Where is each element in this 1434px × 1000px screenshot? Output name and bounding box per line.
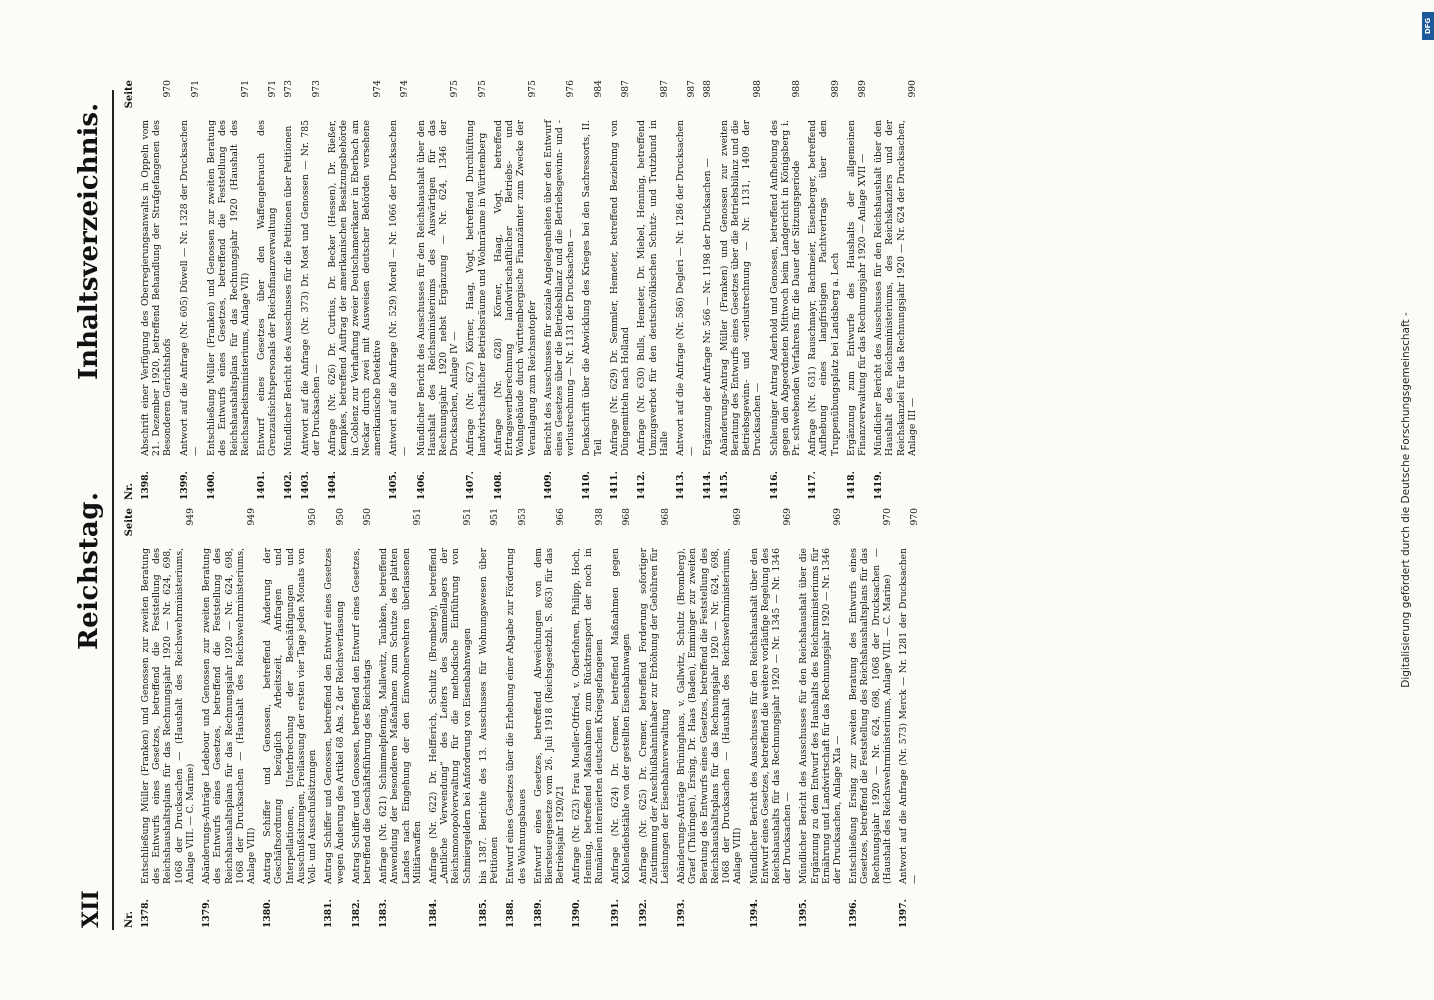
entry-title: Anfrage (Nr. 623) Frau Mueller-Otfried, v. Oberfohren, Philipp, Hoch, Henning, betreffend Maßnahmen zum Rücktransport der noch in Rumänien internierten deutschen Kriegsgefangenen [571, 548, 605, 884]
entry-number: 1401. [255, 471, 267, 500]
dfg-logo: DFG [1422, 12, 1434, 40]
entry-title: Abänderungs-Anträge Brüninghaus, v. Gallwitz, Schultz (Bromberg), Graef (Thüringen), Ersing, Dr. Haas (Baden), Emminger zur zweiten Beratung des Entwurfs eines Gesetzes, betreffend die Feststellung des Reichshaushaltsplans für das Rechnungsjahr 1920 — Nr. 624, 698, 1068 der Drucksachen — (Haushalt des Reichswehrministeriums, Anlage VIII) [676, 548, 744, 884]
entry-title: Schleuniger Antrag Aderhold und Genossen, betreffend Aufhebung des gegen den Abgeordneten Mittwoch beim Landgericht in Königsberg i. Pr. schwebenden Verfahrens für die Dauer der Sitzungsperiode [768, 120, 802, 456]
entry-page-number: 949 [184, 508, 196, 526]
entry-page-number: 938 [593, 508, 605, 526]
entry-page-number: 950 [307, 508, 319, 526]
entry-page-number: 989 [857, 80, 869, 98]
entry-page-number: 988 [752, 80, 764, 98]
entry-title: Anfrage (Nr. 630) Bulls, Hemeter, Dr. Miebel, Henning, betreffend Umzugsverbot für den deutschvölkischen Schutz- und Trutzbund in Halle [636, 120, 670, 456]
toc-entry [378, 508, 423, 928]
toc-entry [327, 80, 383, 500]
entry-number: 1394. [748, 899, 760, 928]
toc-entry [493, 80, 538, 500]
digitization-note: Digitalisierung gefördert durch die Deutsche Forschungsgemeinschaft - [1400, 312, 1412, 688]
toc-entry [428, 508, 473, 928]
entry-number: 1400. [206, 471, 218, 500]
entry-title: Antwort auf die Anfrage (Nr. 605) Düwell — Nr. 1328 der Drucksachen — [178, 120, 201, 456]
entry-title: Abschrift einer Verfügung des Oberregierungsanwalts in Oppeln vom 21. Dezember 1920, betreffend Behandlung der Strafgefangenen des Besonderen Gerichtshofs [140, 120, 174, 456]
entry-number: 1410. [581, 471, 593, 500]
toc-entry [848, 508, 893, 928]
toc-entry [283, 80, 294, 500]
toc-entry [478, 508, 500, 928]
toc-entry [206, 80, 251, 500]
entry-page-number: 990 [906, 80, 918, 98]
entry-title: Entschließung Müller (Franken) und Genossen zur zweiten Beratung des Entwurfs eines Gesetzes, betreffend die Feststellung des Reichshaushaltsplans für das Rechnungsjahr 1920 — Nr. 624, 698, 1068 der Drucksachen — (Haushalt des Reichswehrministeriums, Anlage VIII. — C. Marine) [140, 548, 196, 884]
entry-title: Entwurf eines Gesetzes, betreffend Abweichungen von dem Biersteuergesetze vom 26. Juli 1918 (Reichsgesetzbl. S. 863) für das Betriebsjahr 1920/21 [532, 548, 567, 884]
entry-title: Ergänzung der Anfrage Nr. 566 — Nr. 1198 der Drucksachen — [702, 158, 714, 456]
header-rule [112, 90, 114, 930]
entry-number: 1393. [676, 899, 688, 928]
entry-page-number: 949 [245, 508, 257, 526]
entry-title: Bericht des Ausschusses für soziale Angelegenheiten über den Entwurf eines Gesetzes über die Betriebsbilanz und die Betriebsgewinn- und -verlustrechnung — Nr. 1131 der Drucksachen — [542, 120, 577, 456]
entry-number: 1384. [428, 899, 440, 928]
entry-page-number: 975 [449, 80, 461, 98]
entry-number: 1389. [532, 899, 544, 928]
entry-page-number: 970 [162, 80, 174, 98]
entry-number: 1414. [702, 471, 714, 500]
entry-title: Mündlicher Bericht des Ausschusses für den Reichshaushalt über den Entwurf eines Gesetzes, betreffend die weitere vorläufige Regelung des Reichshaushalts für das Rechnungsjahr 1920 — Nr. 1345 — Nr. 1346 der Drucksachen — [748, 548, 794, 884]
entry-number: 1407. [465, 471, 477, 500]
rotated-document-page [70, 70, 1390, 950]
entry-number: 1388. [505, 899, 517, 928]
toc-entry [807, 80, 841, 500]
entry-title: Anfrage (Nr. 622) Dr. Helfferich, Schultz (Bromberg), betreffend „Amtliche Verwendung“ des Leiters des Sammellagers der Reichsmonopolverwaltung für die methodische Einführung von Schmiergeldern bei Anforderung von Eisenbahnwagen [428, 548, 473, 884]
entry-number: 1411. [608, 471, 620, 500]
entry-page-number: 989 [829, 80, 841, 98]
entry-title: Entschließung Müller (Franken) und Genossen zur zweiten Beratung des Entwurfs eines Gesetzes, betreffend die Feststellung des Reichshaushaltsplans für das Rechnungsjahr 1920 (Haushalt des Reichsarbeitsministeriums, Anlage VII) [206, 120, 251, 456]
entry-number: 1380. [262, 899, 274, 928]
entry-page-number: 951 [461, 508, 473, 526]
entry-title: Antwort auf die Anfrage (Nr. 573) Merck — Nr. 1281 der Drucksachen — [898, 548, 921, 884]
entry-page-number: 988 [702, 80, 714, 98]
toc-entry [465, 80, 487, 500]
entry-title: Mündlicher Bericht des Ausschusses für den Reichshaushalt über den Haushalt des Reichsministeriums, des Reichskanzlers und der Reichskanzlei für das Rechnungsjahr 1920 — Nr. 624 der Drucksachen, Anlage III — [873, 120, 918, 456]
entry-page-number: 970 [909, 508, 921, 526]
entry-title: Anfrage (Nr. 629) Dr. Semmler, Hemeter, betreffend Beziehung von Düngemitteln nach Holland [608, 120, 632, 456]
toc-entry [571, 508, 605, 928]
toc-entry [769, 80, 803, 500]
left-column [120, 508, 926, 928]
entry-number: 1397. [898, 899, 910, 928]
entry-page-number: 984 [592, 80, 604, 98]
entry-title: Entschließung Ersing zur zweiten Beratung des Entwurfs eines Gesetzes, betreffend die Feststellung des Reichshaushaltsplans für das Rechnungsjahr 1920 — Nr. 624, 698, 1068 der Drucksachen — (Haushalt des Reichswehrministeriums, Anlage VIII. — C. Marine) [848, 548, 893, 884]
entry-number: 1392. [637, 899, 649, 928]
entry-title: Anfrage (Nr. 624) Dr. Cremer, betreffend Maßnahmen gegen Kohlendiebstähle von der gestellten Eisenbahnwagen [610, 548, 633, 884]
entry-page-number: 973 [283, 80, 295, 98]
toc-entry [638, 508, 672, 928]
entry-page-number: 971 [239, 80, 251, 98]
entry-page-number: 974 [399, 80, 411, 98]
entry-number: 1416. [768, 471, 780, 500]
entry-page-number: 950 [361, 508, 373, 526]
toc-entry [140, 80, 174, 500]
toc-entry [533, 508, 567, 928]
entry-title: Anfrage (Nr. 626) Dr. Curtius, Dr. Becker (Hessen), Dr. Rießer, Kempkes, betreffend Auftrag der amerikanischen Besatzungsbehörde in Coblenz zur Verhaftung zweier Deutschamerikaner in Eberbach am Neckar durch zwei mit Ausweisen deutscher Behörden versehene amerikanische Detektive [327, 120, 383, 456]
toc-entry [798, 508, 843, 928]
toc-entry [300, 80, 322, 500]
entry-number: 1417. [807, 471, 819, 500]
entry-title: Mündlicher Bericht des Ausschusses für den Reichshaushalt über die Ergänzung zu dem Entwurf des Haushalts des Reichsministeriums für Ernährung und Landwirtschaft für das Rechnungsjahr 1920 — Nr. 1346 der Drucksachen, Anlage XIa — [798, 548, 844, 884]
entry-title: Mündlicher Bericht des Ausschusses für die Petitionen über Petitionen [283, 125, 295, 456]
page-number: XII [78, 890, 104, 928]
entry-number: 1385. [477, 899, 489, 928]
entry-page-number: 969 [732, 508, 744, 526]
toc-entry [898, 508, 920, 928]
entry-number: 1391. [610, 899, 622, 928]
toc-entry [388, 80, 410, 500]
entry-page-number: 973 [310, 80, 322, 98]
nr-header: Nr. [124, 911, 135, 928]
entry-title: Anfrage (Nr. 625) Dr. Cremer, betreffend Forderung sofortiger Zustimmung der Anschlußbahninhaber zur Erhöhung der Gebühren für Leistungen der Eisenbahnverwaltung [637, 548, 671, 884]
entry-number: 1383. [378, 899, 390, 928]
entry-title: Anfrage (Nr. 621) Schimmelpfennig, Mallewitz, Taubken, betreffend Anwendung der besonderen Maßnahmen zum Schutze des platten Landes nach Eingehung der den Einwohnerwehren überlassenen Militärwaffen [378, 548, 423, 884]
entry-title: Anfrage (Nr. 627) Körner, Haag, Vogt, betreffend Durchlüftung landwirtschaftlicher Betriebsräume und Wohnräume in Württemberg [465, 120, 488, 456]
entry-title: Antwort auf die Anfrage (Nr. 373) Dr. Most und Genossen — Nr. 785 der Drucksachen — [299, 120, 322, 456]
entry-number: 1382. [350, 899, 362, 928]
entry-page-number: 951 [411, 508, 423, 526]
entry-number: 1413. [674, 471, 686, 500]
entry-page-number: 987 [686, 80, 698, 98]
entry-page-number: 975 [526, 80, 538, 98]
entry-title: Mündlicher Bericht des Ausschusses für den Reichshaushalt über den Haushalt des Reichsministeriums des Auswärtigen für das Rechnungsjahr 1920 nebst Ergänzung — Nr. 624, 1346 der Drucksachen, Anlage IV — [415, 120, 461, 456]
toc-entry [140, 508, 196, 928]
entry-page-number: 975 [476, 80, 488, 98]
toc-entry [873, 80, 918, 500]
toc-entry [846, 80, 868, 500]
entry-page-number: 966 [555, 508, 567, 526]
toc-entry [262, 508, 318, 928]
entry-title: Anfrage (Nr. 631) Rauschmayr, Bachmeier, Eisenberger, betreffend Aufhebung eines langfristigen Pachtvertrags über den Truppenübungsplatz bei Landsberg a. Lech [807, 120, 841, 456]
entry-page-number: 971 [267, 80, 279, 98]
toc-entry [749, 508, 794, 928]
entry-number: 1403. [299, 471, 311, 500]
entry-page-number: 968 [659, 508, 671, 526]
nr-header: Nr. [124, 483, 135, 500]
entry-number: 1409. [542, 471, 554, 500]
entry-number: 1381. [323, 899, 335, 928]
entry-number: 1405. [388, 471, 400, 500]
toc-entry [676, 508, 743, 928]
toc-entry [416, 80, 461, 500]
entry-number: 1396. [848, 899, 860, 928]
entry-number: 1402. [283, 471, 295, 500]
toc-entry [702, 80, 713, 500]
entry-number: 1412. [636, 471, 648, 500]
entry-title: Abänderungs-Antrag Müller (Franken) und Genossen zur zweiten Beratung des Entwurfs eines Gesetzes über die Betriebsbilanz und die Betriebsgewinn- und -verlustrechnung — Nr. 1131, 1409 der Drucksachen — [718, 120, 764, 456]
entry-number: 1399. [178, 471, 190, 500]
entry-title: Antrag Schiffer und Genossen, betreffend Änderung der Geschäftsordnung bezüglich Arbeitszeit, Anfragen und Interpellationen, Unterbrechung der Beschäftigungen und Ausschußsitzungen, Freilassung der ersten vier Tage jeden Monats von Voll- und Ausschußsitzungen [262, 548, 319, 884]
entry-page-number: 968 [621, 508, 633, 526]
toc-entry [543, 80, 577, 500]
right-column [74, 80, 923, 500]
entry-number: 1408. [492, 471, 504, 500]
running-head-inhaltsverzeichnis: Inhaltsverzeichnis. [74, 102, 104, 380]
entry-number: 1395. [798, 899, 810, 928]
entry-number: 1404. [327, 471, 339, 500]
toc-entry [581, 80, 603, 500]
entry-title: Denkschrift über die Abwicklung des Krieges bei den Sachressorts, II. Teil [581, 120, 604, 456]
entry-title: Antrag Schiffer und Genossen, betreffend den Entwurf eines Gesetzes, betreffend die Geschäftsführung des Reichstags [350, 548, 373, 884]
toc-entry [505, 508, 527, 928]
entry-number: 1418. [845, 471, 857, 500]
entry-number: 1379. [201, 899, 213, 928]
entry-number: 1398. [140, 471, 151, 500]
toc-entry [351, 508, 373, 928]
toc-entry [201, 508, 257, 928]
entry-page-number: 987 [658, 80, 670, 98]
seite-header: Seite [124, 508, 135, 537]
entry-page-number: 953 [516, 508, 528, 526]
entry-page-number: 987 [620, 80, 632, 98]
entry-page-number: 976 [565, 80, 577, 98]
entry-page-number: 951 [489, 508, 501, 526]
entry-page-number: 950 [334, 508, 346, 526]
toc-entry [323, 508, 345, 928]
entry-page-number: 971 [189, 80, 201, 98]
entry-title: Entwurf eines Gesetzes über die Erhebung einer Abgabe zur Förderung des Wohnungsbaues [505, 548, 528, 884]
entry-page-number: 988 [790, 80, 802, 98]
entry-title: Antwort auf die Anfrage (Nr. 529) Morell — Nr. 1066 der Drucksachen — [388, 120, 411, 456]
seite-header: Seite [124, 80, 135, 109]
toc-entry [610, 508, 632, 928]
entry-title: bis 1387. Berichte des 13. Ausschusses für Wohnungswesen über Petitionen [477, 548, 501, 884]
entry-number: 1378. [140, 899, 151, 928]
entry-number: 1406. [415, 471, 427, 500]
entry-number: 1390. [571, 899, 583, 928]
toc-entry [609, 80, 631, 500]
entry-page-number: 974 [371, 80, 383, 98]
entry-page-number: 969 [782, 508, 794, 526]
toc-entry [719, 80, 764, 500]
toc-entry [179, 80, 201, 500]
entry-title: Ergänzung zum Entwurfe des Haushalts der allgemeinen Finanzverwaltung für das Rechnungsjahr 1920 — Anlage XVII — [845, 120, 869, 456]
toc-entry [256, 80, 278, 500]
toc-entry [636, 80, 670, 500]
entry-page-number: 969 [832, 508, 844, 526]
running-head-reichstag: Reichstag. [74, 491, 104, 650]
entry-title: Anfrage (Nr. 628) Körner, Haag, Vogt, betreffend Ertragswertberechnung landwirtschaftlicher Betriebs- und Wohngebäude durch württembergische Finanzämter zum Zwecke der Veranlagung zum Reichsnotopfer [492, 120, 538, 456]
toc-entry [675, 80, 697, 500]
entry-page-number: 970 [881, 508, 893, 526]
entry-title: Abänderungs-Anträge Ledebour und Genossen zur zweiten Beratung des Entwurfs eines Gesetzes, betreffend die Feststellung des Reichshaushaltsplans für das Rechnungsjahr 1920 — Nr. 624, 698, 1068 der Drucksachen — (Haushalt des Reichswehrministeriums, Anlage VIII) [201, 548, 257, 884]
entry-title: Antrag Schiffer und Genossen, betreffend den Entwurf eines Gesetzes wegen Änderung des Artikel 68 Abs. 2 der Reichsverfassung [323, 548, 346, 884]
entry-title: Entwurf eines Gesetzes über den Waffengebrauch des Grenzaufsichtspersonals der Reichsfinanzverwaltung [255, 120, 279, 456]
entry-number: 1415. [718, 471, 730, 500]
right-column-header [120, 80, 140, 500]
entry-title: Antwort auf die Anfrage (Nr. 586) Degleri — Nr. 1286 der Drucksachen — [674, 120, 698, 456]
entry-number: 1419. [873, 471, 885, 500]
left-column-header [120, 508, 140, 928]
